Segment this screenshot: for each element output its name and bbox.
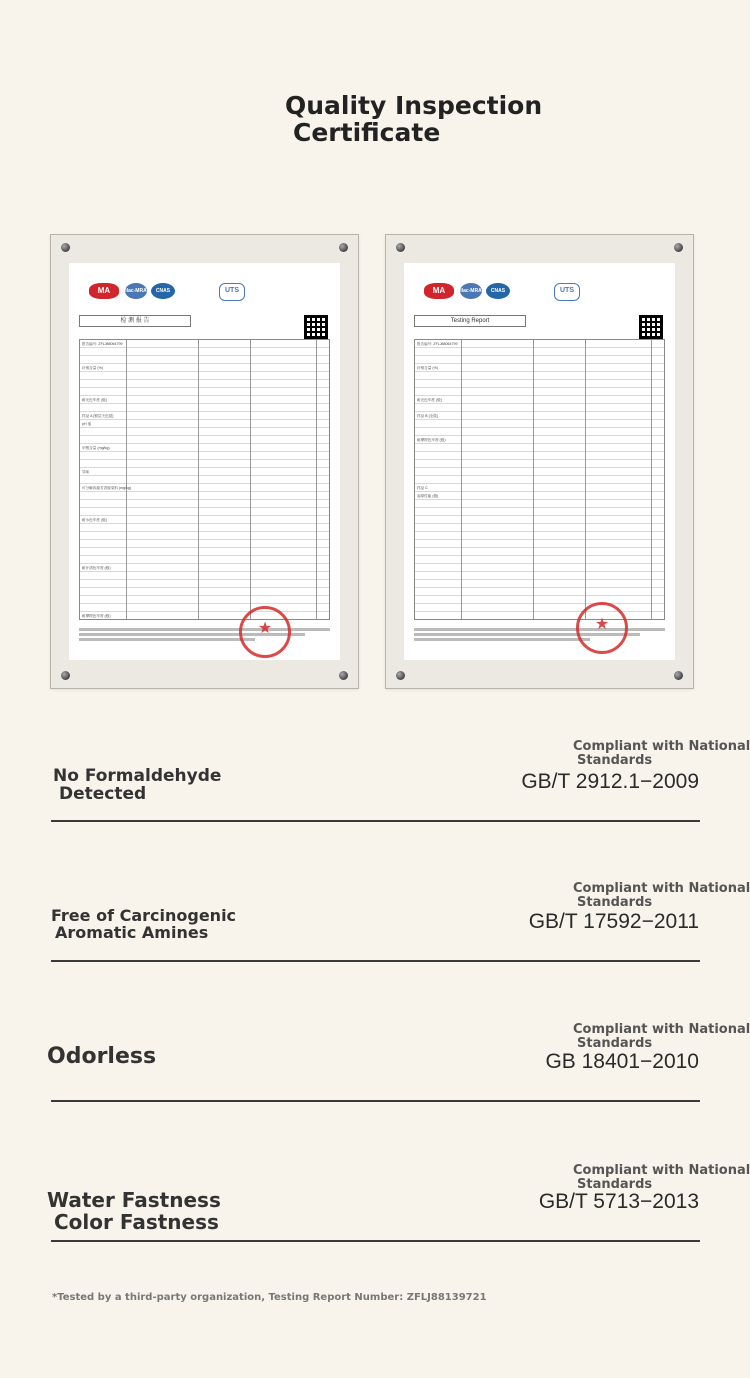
compliance-note: Compliant with National Standards bbox=[573, 1022, 750, 1051]
certificate-document bbox=[404, 263, 675, 660]
cnas-logo: CNAS bbox=[151, 283, 175, 299]
screw-icon bbox=[396, 671, 405, 680]
table-row-label: 耐汗渍色牢度 (级) bbox=[82, 566, 111, 570]
table-row-label: pH 值 bbox=[82, 422, 92, 426]
uts-logo: UTS bbox=[219, 283, 245, 301]
table-row-label: 耐摩擦色牢度 (级) bbox=[417, 438, 446, 442]
screw-icon bbox=[339, 671, 348, 680]
table-row-label: 样品 B [毛毯] bbox=[417, 414, 438, 418]
screw-icon bbox=[61, 243, 70, 252]
official-seal-stamp: ★ bbox=[576, 602, 628, 654]
feature-name: No Formaldehyde Detected bbox=[53, 766, 222, 804]
feature-name: Odorless bbox=[47, 1044, 157, 1069]
table-row-label: 耐光色牢度 (级) bbox=[82, 398, 107, 402]
accreditation-logos bbox=[424, 281, 665, 307]
table-row-label: 纤维含量 (%) bbox=[82, 366, 103, 370]
footnote: *Tested by a third-party organization, Testing Report Number: ZFLJ88139721 bbox=[52, 1292, 487, 1303]
divider bbox=[51, 960, 700, 962]
standard-code: GB/T 2912.1−2009 bbox=[521, 770, 699, 793]
feature-name: Free of Carcinogenic Aromatic Amines bbox=[51, 906, 237, 942]
table-row-label: 异味 bbox=[82, 470, 90, 474]
ilac-logo: ilac-MRA bbox=[460, 283, 482, 299]
certificate-frame-right bbox=[385, 234, 694, 689]
table-row-label: 起球性能 (级) bbox=[417, 494, 439, 498]
certificate-frame-left bbox=[50, 234, 359, 689]
report-title: Testing Report bbox=[414, 315, 526, 327]
results-table bbox=[414, 339, 665, 620]
certificate-document bbox=[69, 263, 340, 660]
uts-logo: UTS bbox=[554, 283, 580, 301]
report-number: 报告编号: ZFLJ88064799 bbox=[82, 342, 123, 346]
standard-code: GB/T 17592−2011 bbox=[528, 910, 699, 933]
certificate-footer bbox=[79, 626, 330, 648]
table-row-label: 甲醛含量 (mg/kg) bbox=[82, 446, 110, 450]
table-row-label: 耐摩擦色牢度 (级) bbox=[82, 614, 111, 618]
compliance-note: Compliant with National Standards bbox=[573, 881, 750, 910]
qr-code bbox=[304, 315, 328, 339]
report-title: 检 测 报 告 bbox=[79, 315, 191, 327]
results-table bbox=[79, 339, 330, 620]
table-row-label: 可分解致癌芳香胺染料 (mg/kg) bbox=[82, 486, 132, 490]
table-row-label: 耐光色牢度 (级) bbox=[417, 398, 442, 402]
compliance-note: Compliant with National Standards bbox=[573, 739, 750, 768]
ma-logo: MA bbox=[424, 283, 454, 299]
official-seal-stamp: ★ bbox=[239, 606, 291, 658]
feature-name: Water Fastness Color Fastness bbox=[47, 1188, 221, 1234]
screw-icon bbox=[339, 243, 348, 252]
standard-code: GB/T 5713−2013 bbox=[538, 1190, 699, 1213]
divider bbox=[51, 820, 700, 822]
screw-icon bbox=[61, 671, 70, 680]
divider bbox=[51, 1240, 700, 1242]
ilac-logo: ilac-MRA bbox=[125, 283, 147, 299]
table-row-label: 耐水色牢度 (级) bbox=[82, 518, 107, 522]
table-row-label: 样品 C bbox=[417, 486, 428, 490]
page-title bbox=[285, 92, 542, 146]
screw-icon bbox=[674, 671, 683, 680]
compliance-note: Compliant with National Standards bbox=[573, 1163, 750, 1192]
title-line-1: Quality Inspection bbox=[285, 91, 543, 120]
screw-icon bbox=[396, 243, 405, 252]
divider bbox=[51, 1100, 700, 1102]
report-number: 报告编号: ZFLJ88064799 bbox=[417, 342, 458, 346]
title-line-2: Certificate bbox=[293, 118, 441, 147]
qr-code bbox=[639, 315, 663, 339]
cnas-logo: CNAS bbox=[486, 283, 510, 299]
table-row-label: 样品 A [镀层天色毯] bbox=[82, 414, 114, 418]
table-row-label: 纤维含量 (%) bbox=[417, 366, 438, 370]
standard-code: GB 18401−2010 bbox=[545, 1050, 699, 1073]
accreditation-logos bbox=[89, 281, 330, 307]
ma-logo: MA bbox=[89, 283, 119, 299]
screw-icon bbox=[674, 243, 683, 252]
